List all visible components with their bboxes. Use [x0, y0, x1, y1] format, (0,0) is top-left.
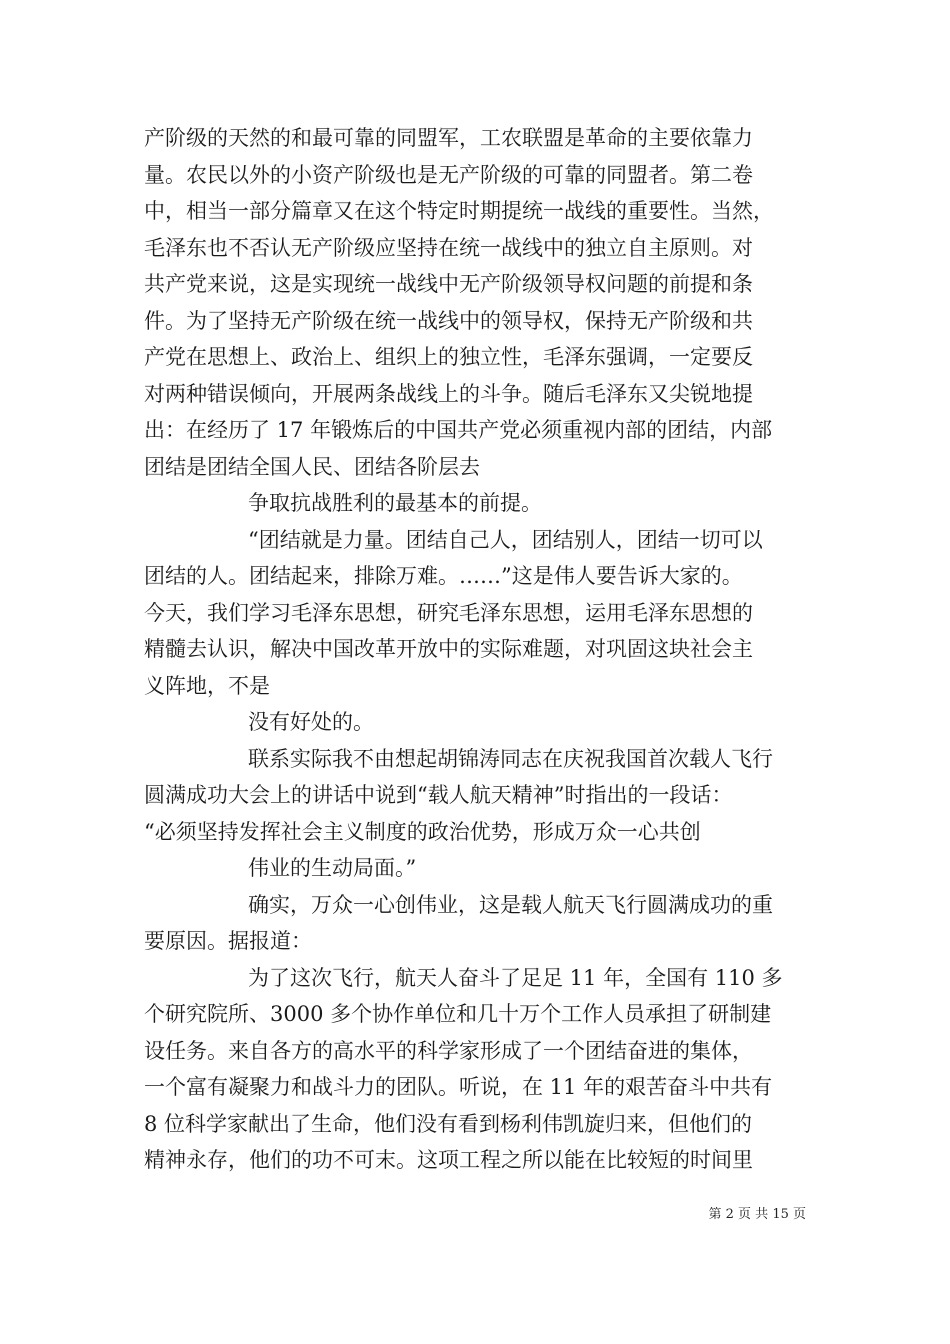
text-line: 产阶级的天然的和最可靠的同盟军，工农联盟是革命的主要依靠力 — [144, 126, 753, 150]
text-line: 毛泽东也不否认无产阶级应坚持在统一战线中的独立自主原则。对 — [144, 235, 753, 260]
text-line: 对两种错误倾向，开展两条战线上的斗争。随后毛泽东又尖锐地提 — [144, 381, 753, 406]
text-line: 8 位科学家献出了生命，他们没有看到杨利伟凯旋归来，但他们的 — [144, 1111, 753, 1136]
text-line: 联系实际我不由想起胡锦涛同志在庆祝我国首次载人飞行 — [248, 746, 773, 771]
text-line: 团结的人。团结起来，排除万难。……”这是伟人要告诉大家的。 — [144, 564, 743, 588]
text-line: 精神永存，他们的功不可末。这项工程之所以能在比较短的时间里 — [144, 1148, 753, 1172]
text-line: 共产党来说，这是实现统一战线中无产阶级领导权问题的前提和条 — [144, 272, 753, 296]
text-line: 团结是团结全国人民、团结各阶层去 — [144, 454, 480, 479]
page-number-footer: 第 2 页 共 15 页 — [708, 1207, 806, 1222]
text-line: 要原因。据报道： — [144, 929, 312, 953]
text-line: 没有好处的。 — [248, 710, 374, 734]
text-line: 圆满成功大会上的讲话中说到“载人航天精神”时指出的一段话： — [144, 783, 733, 807]
text-line: 一个富有凝聚力和战斗力的团队。听说，在 11 年的艰苦奋斗中共有 — [144, 1075, 773, 1099]
text-line: 个研究院所、3000 多个协作单位和几十万个工作人员承担了研制建 — [144, 1002, 772, 1026]
text-line: 出：在经历了 17 年锻炼后的中国共产党必须重视内部的团结，内部 — [144, 418, 773, 442]
text-line: 为了这次飞行，航天人奋斗了足足 11 年，全国有 110 多 — [248, 965, 783, 990]
text-line: 量。农民以外的小资产阶级也是无产阶级的可靠的同盟者。第二卷 — [144, 162, 753, 187]
text-line: 伟业的生动局面。” — [248, 856, 417, 880]
text-line: 确实，万众一心创伟业，这是载人航天飞行圆满成功的重 — [248, 892, 773, 917]
text-line: 今天，我们学习毛泽东思想，研究毛泽东思想，运用毛泽东思想的 — [144, 600, 753, 625]
text-line: 争取抗战胜利的最基本的前提。 — [248, 491, 542, 515]
text-line: 中，相当一部分篇章又在这个特定时期提统一战线的重要性。当然， — [144, 199, 774, 223]
text-line: 义阵地，不是 — [144, 673, 270, 698]
text-line: “必须坚持发挥社会主义制度的政治优势，形成万众一心共创 — [144, 819, 701, 844]
text-line: 件。为了坚持无产阶级在统一战线中的领导权，保持无产阶级和共 — [144, 308, 753, 333]
text-line: “团结就是力量。团结自己人，团结别人，团结一切可以 — [248, 527, 763, 552]
text-line: 设任务。来自各方的高水平的科学家形成了一个团结奋进的集体， — [144, 1038, 753, 1063]
text-line: 产党在思想上、政治上、组织上的独立性，毛泽东强调，一定要反 — [144, 345, 753, 369]
body-text — [144, 120, 808, 1179]
text-line: 精髓去认识，解决中国改革开放中的实际难题，对巩固这块社会主 — [144, 637, 753, 661]
